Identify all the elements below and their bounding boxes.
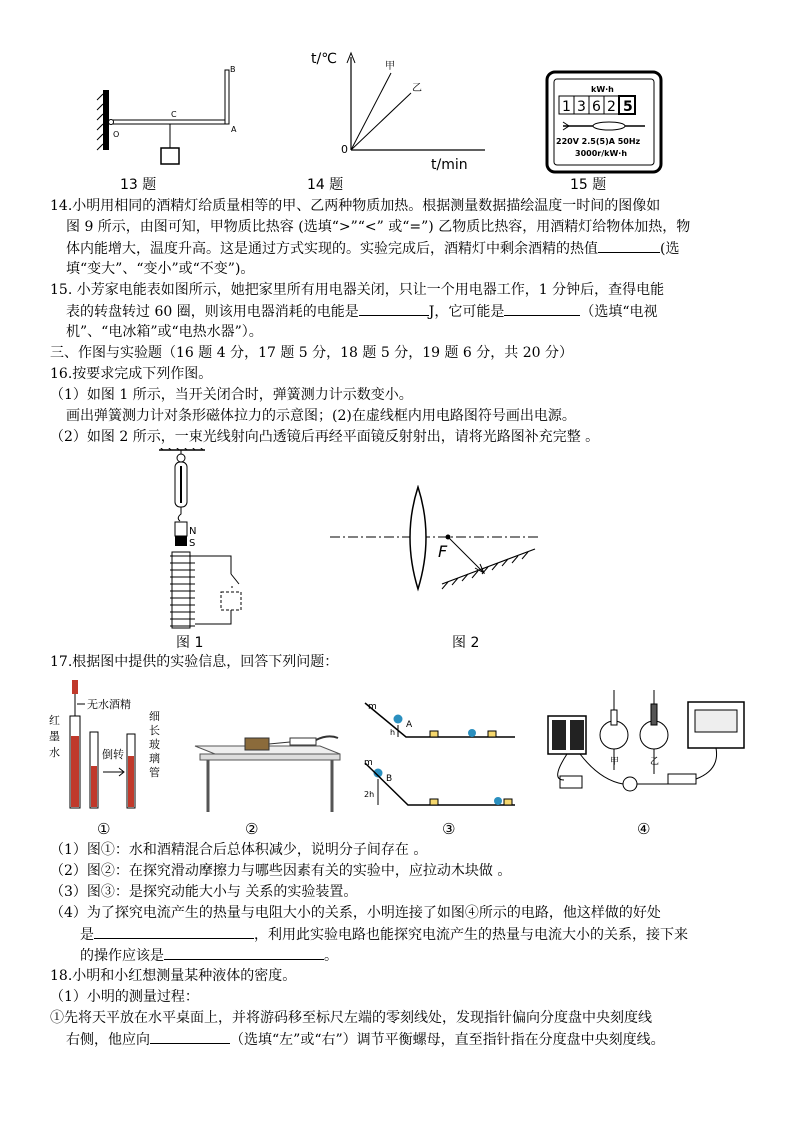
caption-14: 14 题 [307,177,344,193]
q16-line2: （1）如图 1 所示，当开关闭合时，弹簧测力计示数变小。 [50,387,413,403]
q17-line1: 17.根据图中提供的实验信息，回答下列问题： [50,654,339,670]
energy-meter [545,70,665,176]
q14-line3-tail: (选 [660,241,680,257]
point-b: B [386,774,393,784]
figure-1-spring-scale-circuit [155,448,255,633]
q15-line2 [66,301,658,323]
meter-unit: kW·h [591,85,614,94]
graph-xlabel: t/min [431,157,468,173]
q17-answer-2: （2）图②：在探究滑动摩擦力与哪些因素有关的实验中，应拉动木块做 。 [50,863,512,879]
q17-fig2-friction-block [190,720,350,820]
tube-char: 长 [149,724,160,737]
alcohol-label: 无水酒精 [87,698,131,711]
tube-char: 管 [149,766,160,779]
caption-15: 15 题 [570,177,607,193]
q15-line1: 15. 小芳家电能表如图所示，她把家里所有用电器关闭，只让一个用电器工作，1 分钟后，查得电能 [50,282,665,298]
magnet-s: S [189,538,196,549]
lever-figure [95,60,245,175]
label-c: C [171,110,177,119]
tube-char: 细 [149,710,160,723]
figure-2-caption: 图 2 [452,635,480,651]
flask-yi: 乙 [650,757,660,767]
q14-line1: 14.小明用相同的酒精灯给质量相等的甲、乙两种物质加热。根据测量数据描绘温度一时间的图像如 [50,198,661,214]
q17-answer-3: （3）图③：是探究动能大小与 关系的实验装置。 [50,884,358,900]
q14-line2: 图 9 所示，由图可知，甲物质比热容 (选填“>”“<” 或“=”) 乙物质比热容，用酒精灯给物体加热，物 [66,219,691,235]
series-jia: 甲 [385,61,395,72]
q17-answer-4-line2 [80,924,688,946]
q14-line4: 填“变大”、“变小”或“不变”)。 [66,261,255,277]
answer-blank[interactable] [359,301,429,316]
meter-digit: 2 [607,99,616,115]
fig-num-3: ③ [442,820,456,838]
invert-label: 倒转 [102,748,124,761]
q18-line4 [66,1029,665,1051]
q17-fig3-kinetic-energy-ramp [360,695,525,810]
q17-answer-1: （1）图①：水和酒精混合后总体积减少，说明分子间存在 。 [50,842,428,858]
label-b: B [230,65,236,74]
q15-line2-text: 表的转盘转过 60 圈，则该用电器消耗的电能是 [66,304,359,320]
q18-line3: ①先将天平放在水平桌面上，并将游码移至标尺左端的零刻线处，发现指针偏向分度盘中央刻度线 [50,1010,652,1026]
fig-num-1: ① [97,820,111,838]
q15-line3: 机”、“电冰箱”或“电热水器”）。 [66,324,263,340]
caption-13: 13 题 [120,177,157,193]
focus-label: F [438,542,448,561]
tube-char: 璃 [149,752,160,765]
answer-blank[interactable] [598,238,660,253]
tube-char: 玻 [149,738,160,751]
q14-line3-text: 体内能增大，温度升高。这是通过方式实现的。实验完成后，酒精灯中剩余酒精的热值 [66,241,598,257]
label-a: A [231,125,237,134]
answer-blank[interactable] [94,924,254,939]
red-ink-char: 水 [49,746,60,759]
q16-line3: 画出弹簧测力计对条形磁体拉力的示意图；(2)在虚线框内用电路图符号画出电源。 [66,408,576,424]
ball-mass-label: m [368,702,377,712]
figure-2-lens-mirror [330,485,545,595]
q17-answer-4: （4）为了探究电流产生的热量与电阻大小的关系，小明连接了如图④所示的电路，他这样做的好处 [50,905,661,921]
figure-1-caption: 图 1 [176,635,204,651]
q18-line2: （1）小明的测量过程： [50,989,199,1005]
height-2h: 2h [364,790,375,799]
flask-jia: 甲 [610,757,620,767]
meter-digit: 6 [592,99,601,115]
q17-answer-4-line3 [80,945,338,967]
meter-digit: 3 [577,99,586,115]
answer-blank[interactable] [164,945,324,960]
fig-num-2: ② [245,820,259,838]
q17-fig1-water-alcohol [45,676,180,816]
answer-blank[interactable] [504,301,580,316]
q18-line4-tail: （选填“左”或“右”）调节平衡螺母，直至指针指在分度盘中央刻度线。 [230,1032,665,1048]
fig-num-4: ④ [637,820,651,838]
meter-digit: 1 [562,99,571,115]
q16-line4: （2）如图 2 所示，一束光线射向凸透镜后再经平面镜反射射出，请将光路图补充完整 。 [50,429,600,445]
meter-rev: 3000r/kW·h [575,149,628,158]
q16-line1: 16.按要求完成下列作图。 [50,366,213,382]
ball-mass-label: m [364,758,373,768]
q17-fig4-joule-heating-circuit [540,680,755,820]
q18-line1: 18.小明和小红想测量某种液体的密度。 [50,968,297,984]
meter-digit: 5 [623,99,633,115]
answer-blank[interactable] [150,1029,230,1044]
q17-a4-line3-tail: 。 [324,948,338,964]
q17-a4-line2-tail: ，利用此实验电路也能探究电流产生的热量与电流大小的关系，接下来 [254,927,688,943]
red-ink-char: 墨 [49,730,60,743]
q15-line2-mid: J，它可能是 [428,304,505,320]
meter-spec: 220V 2.5(5)A 50Hz [556,137,641,146]
temp-time-graph [305,45,505,175]
graph-ylabel: t/℃ [311,51,337,67]
point-a: A [406,720,413,730]
red-ink-char: 红 [49,714,60,727]
q17-a4-line3-text: 的操作应该是 [80,948,164,964]
label-o: O [113,130,120,139]
height-h: h [390,728,396,737]
q17-a4-line2-text: 是 [80,927,94,943]
series-yi: 乙 [412,83,422,94]
q14-line3 [66,238,679,260]
q18-line4-text: 右侧，他应向 [66,1032,150,1048]
magnet-n: N [189,526,197,537]
graph-origin: 0 [341,143,348,156]
section-3-heading: 三、作图与实验题（16 题 4 分，17 题 5 分，18 题 5 分，19 题 6 分，共 20 分） [50,345,574,361]
q15-line2-tail: （选填“电视 [580,304,658,320]
